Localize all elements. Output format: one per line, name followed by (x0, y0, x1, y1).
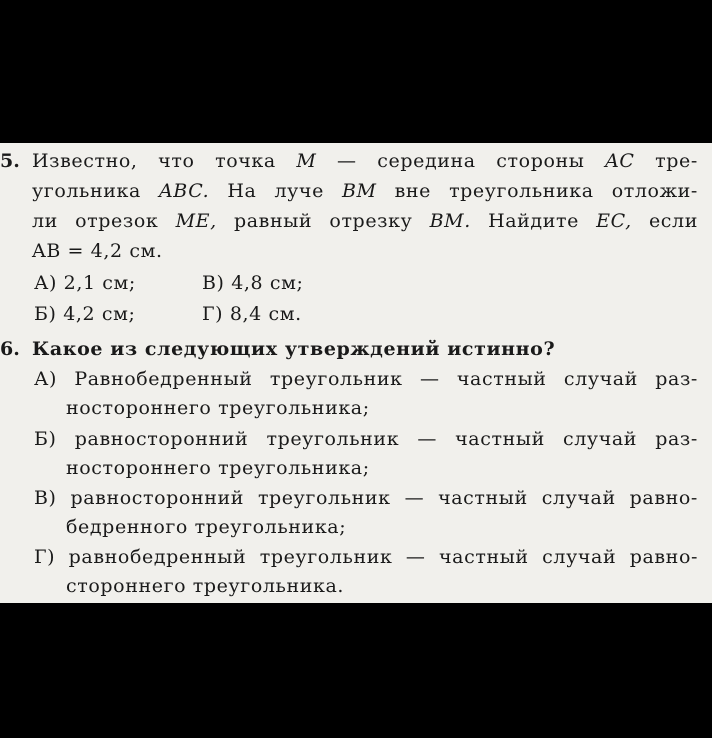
word: равно- (629, 546, 698, 568)
word: треугольника (449, 180, 594, 202)
word: вне (394, 180, 432, 202)
question-6-text: Какое из следующих утверждений истинно? (32, 338, 556, 360)
word: равносторонний (70, 487, 245, 509)
question-5-option-b: Б) 4,2 см; (34, 303, 136, 325)
segment-name: EC, (596, 210, 632, 232)
word: если (648, 210, 698, 232)
word: частный (438, 487, 528, 509)
textbook-page (0, 143, 712, 603)
question-5-line-3 (32, 209, 698, 233)
question-6-option-g-line-2: стороннего треугольника. (66, 575, 345, 597)
question-5-line-2 (32, 179, 698, 203)
question-6-number: 6. (0, 338, 20, 360)
segment-name: AC (605, 150, 635, 172)
question-5-option-a: А) 2,1 см; (34, 272, 136, 294)
dash: — (419, 368, 440, 390)
question-5-number: 5. (0, 150, 20, 172)
word: треугольник (266, 428, 400, 450)
word: треугольник (269, 368, 403, 390)
question-5-option-g: Г) 8,4 см. (202, 303, 302, 325)
word: что (158, 150, 195, 172)
word: случай (542, 546, 617, 568)
question-6-option-b-line-1 (34, 427, 698, 451)
question-5-line-1 (32, 149, 698, 173)
dash: — (417, 428, 437, 450)
question-6-option-b-line-2: ностороннего треугольника; (66, 457, 370, 479)
question-5-option-v: В) 4,8 см; (202, 272, 304, 294)
word: Найдите (488, 210, 579, 232)
word: ли (32, 210, 58, 232)
question-6-option-v-line-2: бедренного треугольника; (66, 516, 347, 538)
word: стороны (496, 150, 585, 172)
point-name: M (296, 150, 317, 172)
word: Равнобедренный (74, 368, 253, 390)
option-letter: А) (34, 368, 58, 390)
word: середина (377, 150, 476, 172)
word: треугольник (259, 546, 393, 568)
word: частный (439, 546, 529, 568)
word: луче (274, 180, 324, 202)
ray-name: BM (341, 180, 377, 202)
word: равно- (629, 487, 698, 509)
word: равнобедренный (68, 546, 247, 568)
word: частный (455, 428, 545, 450)
question-6-option-a-line-1 (34, 367, 698, 391)
word: отрезку (329, 210, 413, 232)
word: случай (563, 428, 638, 450)
word: угольника (32, 180, 141, 202)
word: треугольник (257, 487, 391, 509)
option-letter: Г) (34, 546, 56, 568)
dash: — (404, 487, 425, 509)
word: точка (215, 150, 276, 172)
question-6-option-g-line-1 (34, 545, 698, 569)
word: раз- (655, 428, 698, 450)
triangle-name: ABC. (158, 180, 210, 202)
word: частный (456, 368, 547, 390)
word: На (227, 180, 257, 202)
question-6-option-v-line-1 (34, 486, 698, 510)
word: равносторонний (74, 428, 249, 450)
word: случай (541, 487, 616, 509)
word: раз- (655, 368, 698, 390)
option-letter: Б) (34, 428, 57, 450)
segment-name: BM. (429, 210, 471, 232)
question-6-option-a-line-2: ностороннего треугольника; (66, 397, 370, 419)
word: Известно, (32, 150, 138, 172)
word: равный (233, 210, 313, 232)
dash: — (405, 546, 426, 568)
word: тре- (655, 150, 698, 172)
question-5-line-4: AB = 4,2 см. (32, 240, 163, 262)
option-letter: В) (34, 487, 57, 509)
word: случай (563, 368, 638, 390)
word: отложи- (611, 180, 698, 202)
segment-name: ME, (175, 210, 217, 232)
dash: — (337, 150, 357, 172)
word: отрезок (75, 210, 159, 232)
